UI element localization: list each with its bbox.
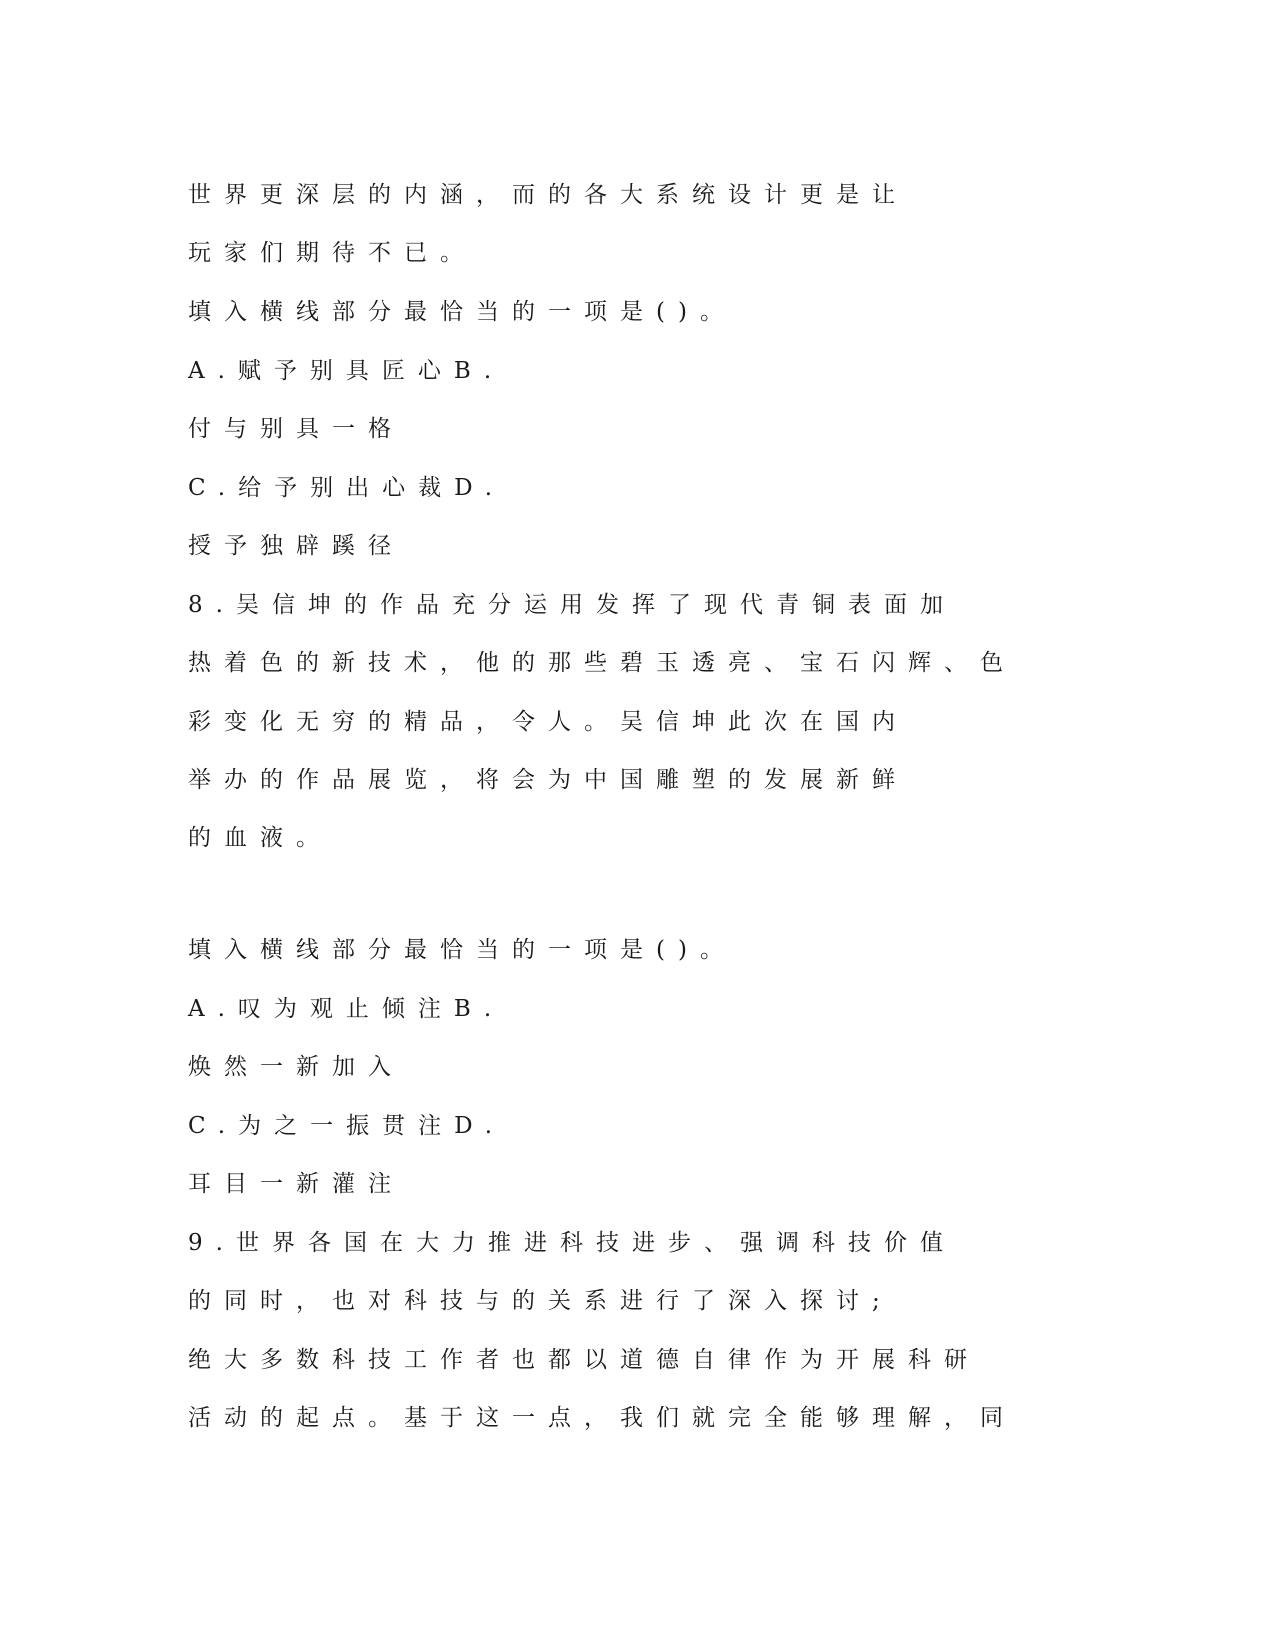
answer-option-line: 付与别具一格 [188,416,404,442]
text-line: 活动的起点。基于这一点，我们就完全能够理解，同 [188,1405,1016,1431]
answer-option-line: C.给予别出心裁D. [188,475,506,501]
text-line: 彩变化无穷的精品，令人。吴信坤此次在国内 [188,709,908,735]
question-prompt: 填入横线部分最恰当的一项是()。 [188,299,736,325]
text-line: 的同时，也对科技与的关系进行了深入探讨; [188,1288,893,1314]
text-line: 的血液。 [188,825,332,851]
text-line: 热着色的新技术，他的那些碧玉透亮、宝石闪辉、色 [188,650,1016,676]
answer-option-line: A.叹为观止倾注B. [188,996,505,1022]
text-line: 玩家们期待不已。 [188,240,476,266]
text-line: 世界更深层的内涵，而的各大系统设计更是让 [188,182,908,208]
answer-option-line: C.为之一振贯注D. [188,1113,506,1139]
answer-option-line: 授予独辟蹊径 [188,533,404,559]
text-line: 绝大多数科技工作者也都以道德自律作为开展科研 [188,1347,980,1373]
question-8-text: 8.吴信坤的作品充分运用发挥了现代青铜表面加 [188,592,956,618]
answer-option-line: 耳目一新灌注 [188,1171,404,1197]
question-9-text: 9.世界各国在大力推进科技进步、强调科技价值 [188,1230,956,1256]
question-prompt: 填入横线部分最恰当的一项是()。 [188,937,736,963]
answer-option-line: 焕然一新加入 [188,1054,404,1080]
answer-option-line: A.赋予别具匠心B. [188,358,505,384]
text-line: 举办的作品展览，将会为中国雕塑的发展新鲜 [188,767,908,793]
